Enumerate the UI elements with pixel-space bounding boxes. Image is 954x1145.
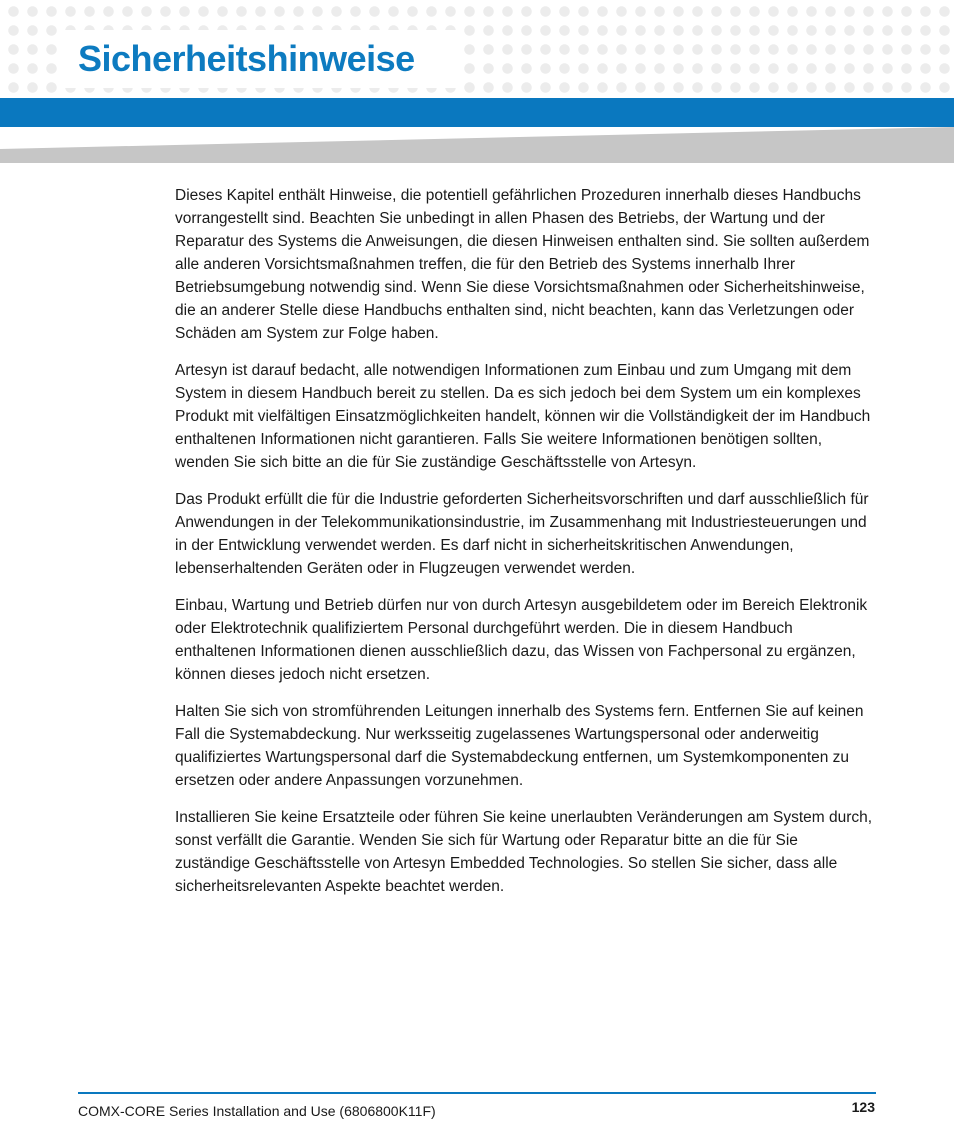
gray-wedge-shape [0,127,954,163]
paragraph-modifications: Installieren Sie keine Ersatzteile oder führen Sie keine unerlaubten Veränderungen am System durch, sonst verfällt die Garantie. Wenden Sie sich für Wartung oder Reparatur bitte an die für Sie zuständige Geschäftsstelle von Artesyn Embedded Technologies. So stellen Sie sicher, dass alle sicherheitsrelevanten Aspekte beachtet werden. [175,809,873,895]
main-content [175,184,875,912]
paragraph-live-circuits: Halten Sie sich von stromführenden Leitungen innerhalb des Systems fern. Entfernen Sie auf keinen Fall die Systemabdeckung. Nur werksseitig zugelassenes Wartungspersonal oder anderweitig qualifiziertes Wartungspersonal darf die Systemabdeckung entfernen, um Systemkomponenten zu ersetzen oder andere Anpassungen vorzunehmen. [175,703,864,789]
header-blue-bar [0,98,954,127]
paragraph-regulations: Das Produkt erfüllt die für die Industrie geforderten Sicherheitsvorschriften und darf ausschließlich für Anwendungen in der Telekommunikationsindustrie, im Zusammenhang mit Industriesteuerungen und in der Entwicklung verwendet werden. Es darf nicht in sicherheitskritischen Anwendungen, lebenserhaltenden Geräten oder in Flugzeugen verwendet werden. [175,491,869,577]
footer-page-number: 123 [851,1099,875,1115]
paragraph-information: Artesyn ist darauf bedacht, alle notwendigen Informationen zum Einbau und zum Umgang mit dem System in diesem Handbuch bereit zu stellen. Da es sich jedoch bei dem System um ein komplexes Produkt mit vielfältigen Einsatzmöglichkeiten handelt, können wir die Vollständigkeit der im Handbuch enthaltenen Informationen nicht garantieren. Falls Sie weitere Informationen benötigen sollten, wenden Sie sich bitte an die für Sie zuständige Geschäftsstelle von Artesyn. [175,362,871,471]
footer-document-title: COMX-CORE Series Installation and Use (6806800K11F) [78,1103,436,1119]
page-title: Sicherheitshinweise [78,38,415,79]
paragraph-personnel: Einbau, Wartung und Betrieb dürfen nur von durch Artesyn ausgebildetem oder im Bereich Elektronik oder Elektrotechnik qualifiziertem Personal durchgeführt werden. Die in diesem Handbuch enthaltenen Informationen dienen ausschließlich dazu, das Wissen von Fachpersonal zu ergänzen, können dieses jedoch nicht ersetzen. [175,597,868,683]
paragraph-intro: Dieses Kapitel enthält Hinweise, die potentiell gefährlichen Prozeduren innerhalb dieses Handbuchs vorrangestellt sind. Beachten Sie unbedingt in allen Phasen des Betriebs, der Wartung und der Reparatur des Systems die Anweisungen, die diesen Hinweisen enthalten sind. Sie sollten außerdem alle anderen Vorsichtsmaßnahmen treffen, die für den Betrieb des Systems innerhalb Ihrer Betriebsumgebung notwendig sind. Wenn Sie diese Vorsichtsmaßnahmen oder Sicherheitshinweise, die an anderer Stelle diese Handbuchs enthalten sind, nicht beachten, kann das Verletzungen oder Schäden am System zur Folge haben. [175,187,870,342]
footer-divider [78,1092,876,1094]
header-gray-wedge [0,127,954,163]
